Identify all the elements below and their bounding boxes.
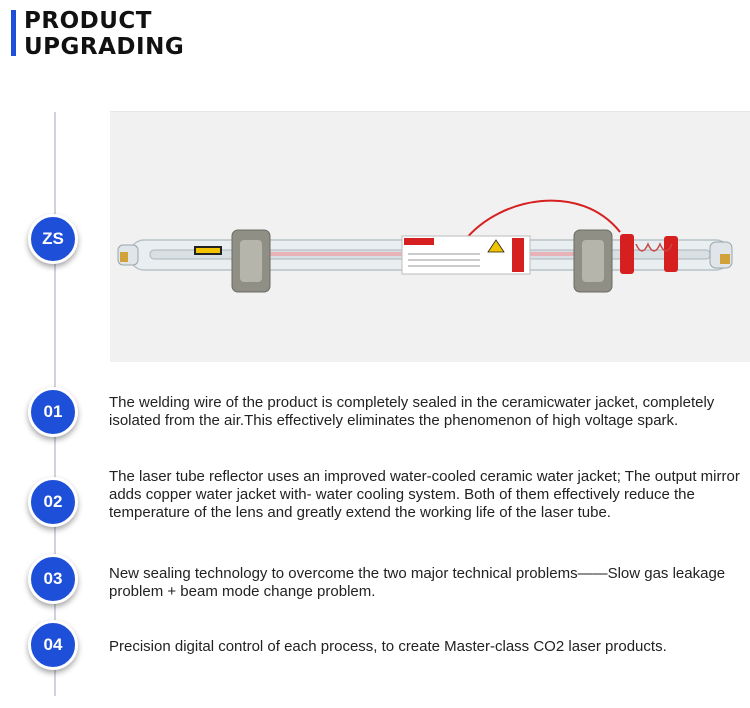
feature-text-01: The welding wire of the product is completely sealed in the ceramicwater jacket, completely isolated from the air.This effectively eliminates the phenomenon of high voltage spark. [109, 394, 715, 429]
badge-02: 02 [28, 477, 78, 527]
title-line-1: PRODUCT [24, 8, 152, 34]
badge-zs: ZS [28, 214, 78, 264]
badge-01: 01 [28, 387, 78, 437]
title-line-2: UPGRADING [24, 34, 185, 60]
feature-text-04: Precision digital control of each process, to create Master-class CO2 laser products. [109, 638, 667, 655]
page-title [24, 8, 184, 60]
laser-tube-photo [110, 111, 750, 362]
heading-accent-bar [11, 10, 16, 56]
laser-tube-icon [110, 112, 750, 362]
feature-text-03: New sealing technology to overcome the two major technical problems——Slow gas leakage problem + beam mode change problem. [109, 565, 726, 600]
feature-text-02: The laser tube reflector uses an improved water-cooled ceramic water jacket; The output mirror adds copper water jacket with- water cooling system. Both of them effectively reduce the temperature of the lens and greatly extend the working life of the laser tube. [109, 468, 740, 521]
badge-03: 03 [28, 554, 78, 604]
badge-04: 04 [28, 620, 78, 670]
